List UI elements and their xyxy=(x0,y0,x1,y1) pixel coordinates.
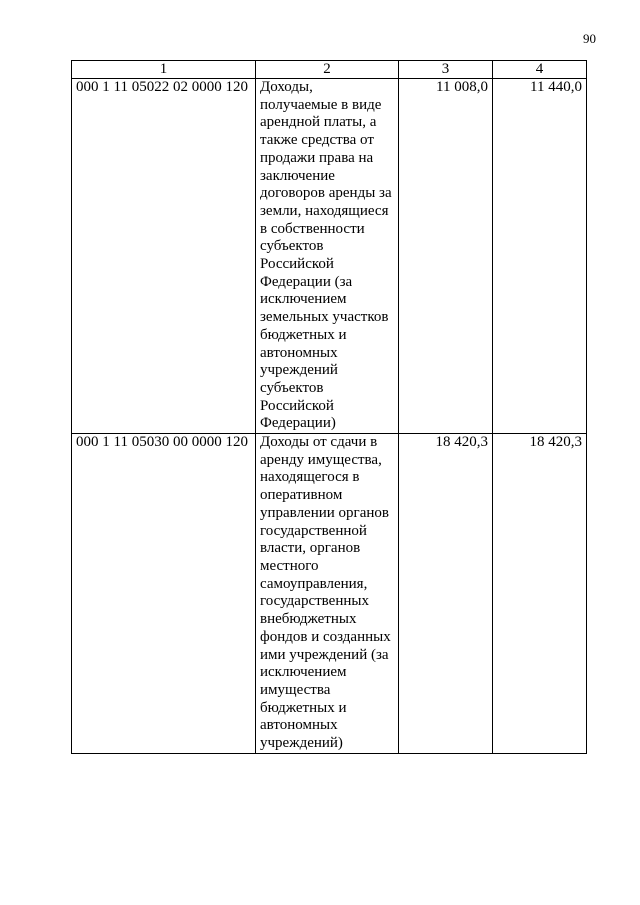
income-name-line: фондов и созданных xyxy=(260,628,391,645)
income-name-line: власти, органов xyxy=(260,540,361,557)
income-name-line: Российской xyxy=(260,397,334,414)
income-name-line: также средства от xyxy=(260,132,374,149)
income-name-line: субъектов xyxy=(260,379,324,396)
income-name-line: Федерации (за xyxy=(260,273,353,290)
header-col-3: 3 xyxy=(399,61,493,79)
income-name-line: бюджетных и xyxy=(260,699,347,716)
income-name-line: бюджетных и xyxy=(260,326,347,343)
income-name xyxy=(256,79,399,434)
income-name-line: самоуправления, xyxy=(260,575,368,592)
income-name-line: получаемые в виде xyxy=(260,96,382,113)
header-col-2: 2 xyxy=(256,61,399,79)
amount-col-3: 18 420,3 xyxy=(399,434,493,754)
income-name-line: заключение xyxy=(260,167,335,184)
income-name-line: автономных xyxy=(260,344,338,361)
income-name-line: автономных xyxy=(260,717,338,734)
header-col-4: 4 xyxy=(493,61,587,79)
income-name-line: находящегося в xyxy=(260,469,360,486)
header-col-1: 1 xyxy=(72,61,256,79)
income-name-line: аренду имущества, xyxy=(260,451,382,468)
income-name-line: управлении органов xyxy=(260,504,389,521)
income-name-line: договоров аренды за xyxy=(260,185,392,202)
income-code: 000 1 11 05030 00 0000 120 xyxy=(72,434,256,754)
income-name-line: местного xyxy=(260,557,319,574)
income-name-line: субъектов xyxy=(260,238,324,255)
income-name-line: земли, находящиеся xyxy=(260,202,389,219)
table-row xyxy=(72,79,587,434)
income-name-line: имущества xyxy=(260,681,331,698)
income-name-line: арендной платы, а xyxy=(260,114,377,131)
header-row xyxy=(72,61,587,79)
income-name-line: государственной xyxy=(260,522,367,539)
income-name-line: Доходы от сдачи в xyxy=(260,434,378,451)
income-name-line: в собственности xyxy=(260,220,365,237)
income-name-line: Федерации) xyxy=(260,415,336,432)
income-name-line: Доходы, xyxy=(260,79,313,95)
income-name-line: внебюджетных xyxy=(260,611,357,628)
income-name xyxy=(256,434,399,754)
income-name-line: продажи права на xyxy=(260,149,374,166)
income-code: 000 1 11 05022 02 0000 120 xyxy=(72,79,256,434)
income-name-line: Российской xyxy=(260,256,334,273)
budget-table xyxy=(71,60,587,754)
page-number: 90 xyxy=(583,31,596,46)
income-name-line: учреждений xyxy=(260,362,338,379)
table-header xyxy=(72,61,587,79)
income-name-line: учреждений) xyxy=(260,735,343,752)
income-name-line: исключением xyxy=(260,664,347,681)
amount-col-4: 11 440,0 xyxy=(493,79,587,434)
income-name-line: оперативном xyxy=(260,487,343,504)
table-row xyxy=(72,434,587,754)
income-name-line: исключением xyxy=(260,291,347,308)
amount-col-3: 11 008,0 xyxy=(399,79,493,434)
income-name-line: ими учреждений (за xyxy=(260,646,389,663)
income-name-line: государственных xyxy=(260,593,369,610)
table-body xyxy=(72,79,587,754)
income-name-line: земельных участков xyxy=(260,309,389,326)
amount-col-4: 18 420,3 xyxy=(493,434,587,754)
